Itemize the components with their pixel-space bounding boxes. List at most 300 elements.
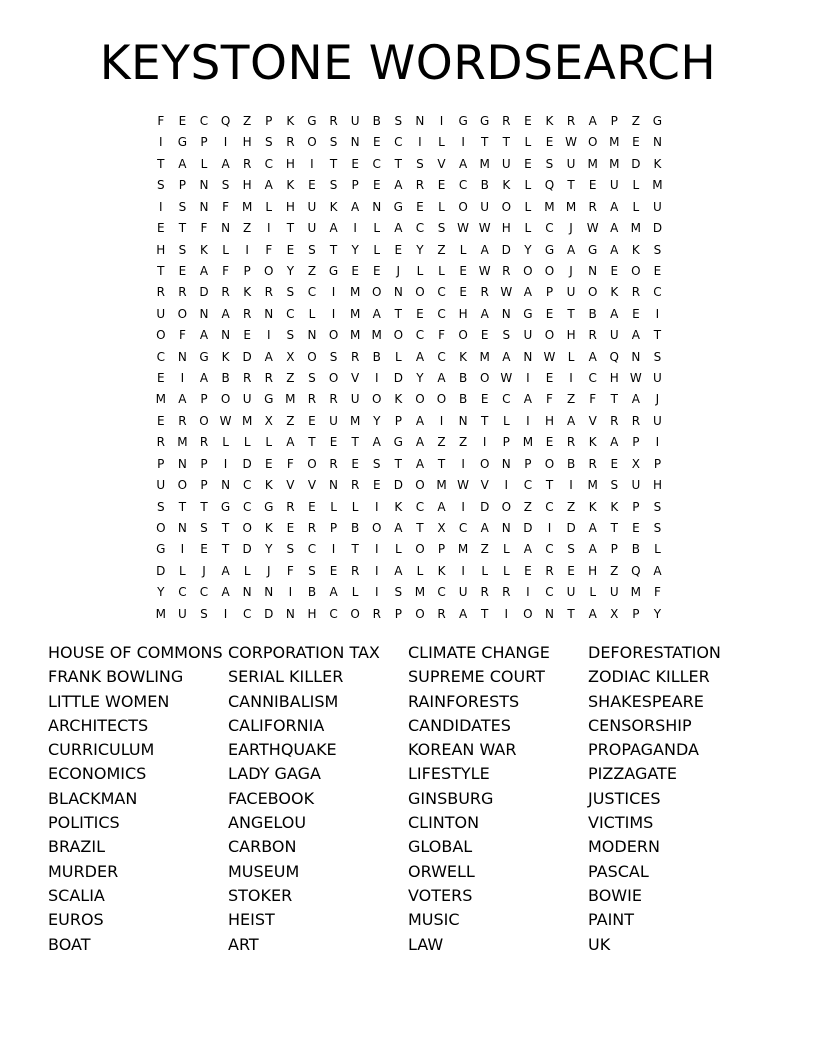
grid-letter: K [502,178,511,193]
grid-letter: H [307,606,317,621]
grid-letter: E [351,156,359,171]
grid-letter: H [588,563,598,578]
grid-letter: N [501,306,511,321]
grid-letter: R [156,435,165,450]
grid-letter: G [544,242,555,257]
grid-letter: O [264,263,274,278]
word-list-item: LIFESTYLE [408,764,490,784]
grid-letter: E [524,156,532,171]
grid-letter: N [285,606,295,621]
grid-letter: K [653,156,662,171]
grid-letter: C [199,585,209,600]
grid-letter: E [567,563,575,578]
word-list-item: CARBON [228,837,297,857]
grid-letter: T [351,542,359,557]
grid-letter: H [285,156,295,171]
grid-letter: M [371,328,382,343]
grid-letter: E [329,563,338,578]
grid-letter: T [610,521,618,536]
grid-letter: O [631,263,641,278]
grid-letter: C [242,606,252,621]
grid-letter: T [567,306,575,321]
grid-letter: H [609,371,619,386]
grid-letter: A [459,606,468,621]
grid-letter: R [415,178,425,193]
grid-letter: K [631,242,640,257]
grid-letter: N [242,585,252,600]
grid-letter: N [544,606,554,621]
grid-letter: T [394,456,402,471]
grid-letter: P [394,606,402,621]
word-list-item: GLOBAL [408,837,473,857]
grid-letter: A [437,371,446,386]
grid-letter: E [372,135,381,150]
grid-letter: C [307,542,317,557]
grid-letter: E [632,306,640,321]
grid-letter: P [437,542,446,557]
grid-letter: E [308,178,316,193]
grid-letter: I [331,306,336,321]
grid-letter: M [436,478,447,493]
grid-letter: C [523,478,533,493]
grid-letter: I [374,499,379,514]
grid-letter: E [632,135,640,150]
grid-letter: M [155,392,166,407]
grid-letter: S [286,285,295,300]
grid-letter: M [587,156,598,171]
grid-letter: L [330,499,337,514]
grid-letter: O [415,606,425,621]
grid-letter: T [351,435,359,450]
grid-letter: T [329,156,338,171]
grid-letter: B [372,349,381,364]
grid-letter: E [308,499,316,514]
grid-letter: Z [566,499,576,514]
grid-letter: L [394,542,402,557]
grid-letter: K [243,285,252,300]
grid-letter: F [286,563,294,578]
grid-letter: E [157,221,165,236]
grid-letter: M [609,135,620,150]
grid-letter: E [480,328,489,343]
grid-letter: L [416,563,424,578]
grid-letter: W [543,349,556,364]
grid-letter: K [221,349,230,364]
grid-letter: C [178,585,187,600]
grid-letter: U [609,585,619,600]
grid-letter: C [653,285,662,300]
grid-letter: N [501,456,511,471]
grid-letter: A [199,263,209,278]
grid-letter: E [394,242,403,257]
grid-letter: U [307,221,317,236]
grid-letter: B [588,306,597,321]
grid-letter: E [459,285,467,300]
grid-letter: L [438,135,445,150]
grid-letter: U [156,478,166,493]
grid-letter: A [351,199,360,214]
grid-letter: N [199,178,209,193]
grid-letter: T [157,263,165,278]
grid-letter: U [307,199,317,214]
grid-letter: E [200,542,208,557]
grid-letter: A [523,285,532,300]
grid-letter: R [437,606,446,621]
grid-letter: T [481,413,489,428]
grid-letter: R [243,371,252,386]
grid-letter: I [526,585,530,600]
grid-letter: A [588,349,597,364]
grid-letter: S [329,349,338,364]
grid-letter: O [479,456,490,471]
grid-letter: D [242,349,252,364]
grid-letter: V [307,478,317,493]
word-list-item: LITTLE WOMEN [48,691,170,711]
grid-letter: A [610,306,619,321]
word-list-item: BOWIE [588,885,642,905]
grid-letter: E [308,413,316,428]
grid-letter: S [416,156,424,171]
grid-letter: S [308,563,316,578]
grid-letter: M [349,306,361,321]
grid-letter: I [180,542,185,557]
grid-letter: I [374,371,379,386]
grid-letter: P [610,114,618,128]
grid-letter: S [178,242,187,257]
grid-letter: W [457,478,470,493]
grid-letter: D [156,563,166,578]
grid-letter: N [588,263,598,278]
grid-letter: H [566,328,576,343]
grid-letter: N [221,478,231,493]
grid-letter: M [177,435,188,450]
grid-letter: P [200,135,208,150]
grid-letter: I [374,542,379,557]
grid-letter: B [372,114,381,128]
grid-letter: X [286,349,295,364]
grid-letter: A [329,585,338,600]
grid-letter: I [461,456,465,471]
grid-letter: V [588,413,597,428]
grid-letter: M [349,413,361,428]
grid-letter: S [308,242,316,257]
word-list-item: PIZZAGATE [588,764,677,784]
grid-letter: P [610,542,618,557]
grid-letter: O [479,371,490,386]
grid-letter: U [350,392,360,407]
grid-letter: V [286,478,295,493]
grid-letter: T [178,499,187,514]
grid-letter: S [286,542,295,557]
grid-letter: O [156,521,166,536]
grid-letter: S [156,499,165,514]
grid-letter: Y [373,413,381,428]
grid-letter: U [329,413,338,428]
grid-letter: O [523,606,533,621]
grid-letter: D [242,542,252,557]
grid-letter: B [307,585,317,600]
grid-letter: R [307,521,317,536]
grid-letter: G [652,114,663,128]
grid-letter: L [222,242,229,257]
grid-letter: R [588,456,597,471]
grid-letter: Y [265,542,273,557]
word-list-item: BOAT [48,934,91,954]
grid-letter: C [286,306,295,321]
grid-letter: V [480,478,489,493]
grid-letter: I [504,606,509,621]
grid-letter: A [480,242,489,257]
grid-letter: F [654,585,661,600]
grid-letter: U [242,392,252,407]
grid-letter: K [588,499,597,514]
grid-letter: S [394,114,403,128]
page-title: KEYSTONE WORDSEARCH [99,36,717,91]
grid-letter: A [459,156,468,171]
grid-letter: M [349,328,361,343]
grid-letter: E [178,114,187,128]
grid-letter: U [501,156,511,171]
word-list-item: CENSORSHIP [588,715,692,735]
grid-letter: D [631,156,641,171]
grid-letter: S [178,199,187,214]
grid-letter: U [566,285,576,300]
grid-letter: D [264,606,274,621]
grid-letter: L [524,135,532,150]
grid-letter: E [480,392,489,407]
grid-letter: E [372,178,381,193]
grid-letter: I [504,478,509,493]
grid-letter: I [461,499,465,514]
grid-letter: K [610,499,619,514]
grid-letter: G [588,242,598,257]
grid-letter: C [458,178,468,193]
grid-letter: A [588,114,597,128]
grid-letter: O [220,392,231,407]
grid-letter: C [415,221,425,236]
grid-letter: M [479,349,490,364]
grid-letter: O [415,478,425,493]
grid-letter: H [156,242,166,257]
grid-letter: M [565,199,577,214]
grid-letter: F [222,263,230,278]
grid-letter: O [544,263,555,278]
grid-letter: M [155,606,166,621]
grid-letter: Y [416,371,424,386]
grid-letter: F [222,199,230,214]
grid-letter: L [373,242,381,257]
grid-letter: T [221,542,230,557]
grid-letter: S [437,221,446,236]
grid-letter: R [350,349,360,364]
grid-letter: P [632,499,640,514]
grid-letter: E [329,435,338,450]
word-list-item: LADY GAGA [228,764,321,784]
grid-letter: A [264,178,273,193]
grid-letter: Q [609,349,619,364]
grid-letter: T [178,221,187,236]
grid-letter: J [569,263,573,278]
grid-letter: O [307,135,317,150]
grid-letter: L [416,263,424,278]
grid-letter: I [569,371,573,386]
word-list-item: HEIST [228,910,275,930]
grid-letter: F [286,456,294,471]
grid-letter: S [286,328,295,343]
grid-letter: J [569,221,573,236]
grid-letter: A [523,392,532,407]
grid-letter: I [526,371,530,386]
grid-letter: N [458,413,468,428]
grid-letter: I [223,135,228,150]
grid-letter: S [221,178,230,193]
grid-letter: L [502,563,510,578]
grid-letter: C [502,392,511,407]
grid-letter: A [394,563,403,578]
grid-letter: M [652,178,663,193]
grid-letter: M [587,478,598,493]
grid-letter: N [264,306,274,321]
grid-letter: A [588,542,597,557]
grid-letter: S [610,478,619,493]
grid-letter: I [223,606,228,621]
grid-letter: W [500,371,513,386]
grid-letter: R [307,392,317,407]
grid-letter: P [200,456,208,471]
grid-letter: U [480,199,490,214]
grid-letter: C [329,606,338,621]
grid-letter: K [200,242,208,257]
grid-letter: N [631,349,641,364]
grid-letter: A [566,413,576,428]
grid-letter: E [545,371,554,386]
grid-letter: O [458,199,468,214]
grid-letter: O [501,199,512,214]
grid-letter: R [264,285,273,300]
grid-letter: S [653,242,662,257]
grid-letter: U [653,413,662,428]
grid-letter: P [351,178,359,193]
word-list-item: ARCHITECTS [48,715,149,735]
grid-letter: C [437,585,446,600]
grid-letter: L [654,542,661,557]
grid-letter: E [264,456,273,471]
grid-letter: R [329,392,338,407]
grid-letter: I [331,285,336,300]
grid-letter: C [545,585,554,600]
grid-letter: A [480,521,489,536]
grid-letter: E [610,456,619,471]
grid-letter: Z [243,114,252,128]
grid-letter: C [264,156,273,171]
grid-letter: A [264,349,273,364]
grid-letter: A [415,413,425,428]
grid-letter: J [396,263,401,278]
grid-letter: A [178,156,187,171]
grid-letter: T [567,606,575,621]
grid-letter: N [329,478,339,493]
word-list-item: POLITICS [48,813,120,833]
grid-letter: S [567,542,575,557]
grid-letter: U [177,606,187,621]
grid-letter: L [481,563,489,578]
grid-letter: A [631,328,640,343]
grid-letter: X [610,606,619,621]
grid-letter: A [610,221,619,236]
grid-letter: Z [437,435,446,450]
grid-letter: Y [653,606,662,621]
grid-letter: S [502,328,511,343]
grid-letter: L [243,435,251,450]
grid-letter: C [415,499,425,514]
grid-letter: K [264,478,273,493]
grid-letter: M [241,413,253,428]
grid-letter: R [286,499,295,514]
grid-letter: O [350,606,360,621]
grid-letter: A [588,521,597,536]
grid-letter: A [566,242,576,257]
word-list-item: PROPAGANDA [588,740,699,760]
word-list-item: LAW [408,934,444,954]
word-list-item: CANNIBALISM [228,691,339,711]
grid-letter: H [242,135,252,150]
grid-letter: C [242,478,252,493]
grid-letter: L [524,221,532,236]
word-list-item: RAINFORESTS [408,691,520,711]
grid-letter: H [501,221,511,236]
word-list [48,641,768,957]
grid-letter: P [157,456,165,471]
grid-letter: L [502,542,510,557]
grid-letter: C [437,349,446,364]
grid-letter: O [307,456,317,471]
grid-letter: P [265,114,273,128]
grid-letter: C [545,221,554,236]
grid-letter: R [566,114,576,128]
grid-letter: E [157,413,165,428]
word-list-item: CORPORATION TAX [228,643,380,662]
grid-letter: K [545,114,554,128]
grid-letter: I [482,435,487,450]
letter-grid [150,111,668,625]
grid-letter: T [545,478,554,493]
grid-letter: R [264,371,273,386]
grid-letter: G [328,263,339,278]
grid-letter: K [588,435,597,450]
grid-letter: F [438,328,445,343]
grid-letter: O [328,371,339,386]
grid-letter: A [415,456,425,471]
grid-letter: C [242,499,252,514]
grid-letter: G [264,499,274,514]
word-list-item: HOUSE OF COMMONS [48,643,223,662]
grid-letter: L [179,563,186,578]
grid-letter: K [264,521,273,536]
grid-letter: P [632,435,640,450]
grid-letter: T [308,435,316,450]
grid-letter: A [221,585,230,600]
grid-letter: A [631,392,640,407]
grid-letter: A [221,563,230,578]
grid-letter: F [589,392,597,407]
grid-letter: R [588,199,597,214]
grid-letter: Y [416,242,424,257]
grid-letter: O [372,521,382,536]
grid-letter: E [243,328,251,343]
grid-letter: I [526,413,530,428]
grid-letter: R [329,456,338,471]
grid-letter: E [632,521,640,536]
